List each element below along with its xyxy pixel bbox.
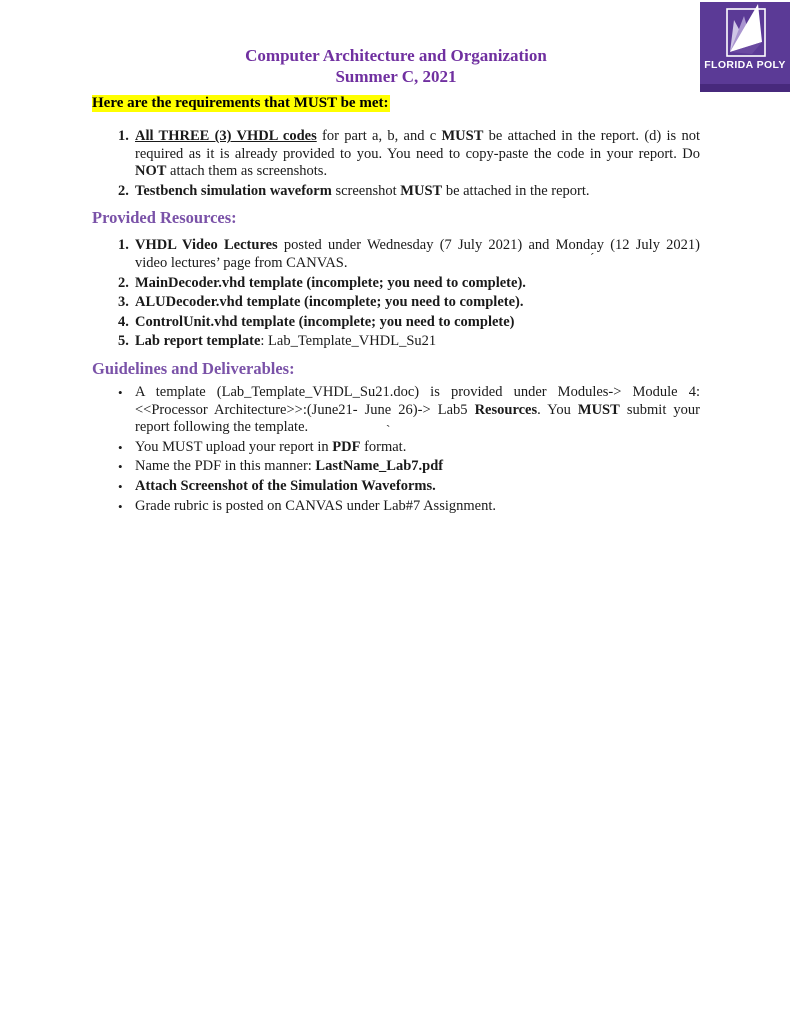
- list-item: [92, 478, 700, 496]
- list-marker: 1.: [118, 128, 129, 144]
- text-run: posted under Wednesday (7 July 2021) and Monday (12 July 2021) video lectures’ page from CANVAS.: [135, 237, 700, 271]
- list-item: [92, 498, 700, 516]
- text-run: : Lab_Template_VHDL_Su21: [260, 333, 437, 350]
- bullet-icon: •: [118, 478, 123, 494]
- list-item: [92, 458, 700, 476]
- guidelines-heading: Guidelines and Deliverables:: [92, 358, 295, 378]
- term-subtitle: Summer C, 2021: [335, 67, 457, 86]
- requirements-intro: [92, 93, 700, 113]
- document-content: [92, 0, 700, 517]
- text-run: NOT: [135, 163, 167, 180]
- text-run: VHDL Video Lectures: [135, 237, 278, 254]
- text-run: A template (Lab_Template_VHDL_Su21.doc) is provided under Modules-> Module 4: <<Processor Architecture>>:(June21- June 26)-> Lab5: [135, 383, 700, 418]
- list-text: [135, 294, 700, 312]
- text-run: PDF: [332, 438, 361, 455]
- text-run: Name the PDF in this manner:: [135, 458, 316, 475]
- text-run: be attached in the report.: [442, 182, 590, 199]
- list-text: [135, 333, 700, 351]
- stray-mark: ´: [590, 250, 595, 265]
- list-item: [92, 333, 700, 351]
- list-text: [135, 128, 700, 181]
- requirements-list: [92, 128, 700, 200]
- list-item: [92, 294, 700, 312]
- flame-emblem-icon: [700, 2, 790, 92]
- list-text: [135, 498, 700, 516]
- highlighted-text: Here are the requirements that MUST be met:: [92, 95, 389, 111]
- text-run: MUST: [577, 401, 620, 418]
- text-run: MainDecoder.vhd template (incomplete; you need to complete).: [135, 274, 526, 291]
- list-marker: 3.: [118, 294, 129, 311]
- text-run: Grade rubric is posted on CANVAS under Lab#7 Assignment.: [135, 497, 496, 514]
- text-run: MUST: [400, 182, 443, 199]
- text-run: format.: [360, 438, 407, 455]
- text-run: Resources: [474, 401, 538, 418]
- list-item: [92, 183, 700, 201]
- text-run: Attach Screenshot of the Simulation Waveforms.: [135, 477, 436, 494]
- text-run: LastName_Lab7.pdf: [315, 458, 444, 475]
- text-run: Lab report template: [135, 333, 261, 350]
- bullet-icon: •: [118, 439, 123, 455]
- provided-resources-list: [92, 237, 700, 351]
- list-text: [135, 478, 700, 496]
- text-run: ControlUnit.vhd template (incomplete; you need to complete): [135, 313, 515, 330]
- course-title: Computer Architecture and Organization: [245, 46, 547, 65]
- stray-mark: `: [386, 422, 391, 437]
- bullet-icon: •: [118, 459, 123, 475]
- list-text: [135, 439, 700, 457]
- text-run: . You: [537, 401, 578, 418]
- text-run: submit your report following the template.: [135, 401, 700, 436]
- list-text: [135, 237, 700, 272]
- list-text: [135, 458, 700, 476]
- list-marker: 1.: [118, 237, 129, 254]
- text-run: MUST: [441, 128, 484, 144]
- text-run: ALUDecoder.vhd template (incomplete; you need to complete).: [135, 294, 524, 311]
- list-text: [135, 275, 700, 293]
- list-marker: 2.: [118, 274, 129, 291]
- list-marker: 5.: [118, 333, 129, 350]
- text-run: attach them as screenshots.: [166, 163, 328, 180]
- list-marker: 4.: [118, 313, 129, 330]
- text-run: screenshot: [331, 182, 401, 199]
- list-text: [135, 183, 700, 201]
- text-run: All THREE (3) VHDL codes: [135, 128, 317, 144]
- text-run: for part a, b, and c: [316, 128, 442, 144]
- page-title: [92, 0, 700, 87]
- bullet-icon: •: [118, 384, 123, 400]
- bullet-icon: •: [118, 498, 123, 514]
- list-item: [92, 237, 700, 272]
- list-item: [92, 439, 700, 457]
- florida-poly-logo: [700, 2, 790, 92]
- list-marker: 2.: [118, 182, 129, 199]
- guidelines-list: [92, 384, 700, 515]
- logo-wordmark: FLORIDA POLY: [704, 59, 786, 71]
- list-item: [92, 128, 700, 181]
- list-text: [135, 314, 700, 332]
- list-item: [92, 275, 700, 293]
- text-run: Testbench simulation waveform: [135, 182, 332, 199]
- list-item: [92, 384, 700, 437]
- text-run: You MUST upload your report in: [135, 438, 333, 455]
- list-text: [135, 384, 700, 437]
- provided-resources-heading: Provided Resources:: [92, 208, 237, 228]
- list-item: [92, 314, 700, 332]
- text-run: be attached in the report. (d) is not required as it is already provided to you. You need to copy-paste the code in your report. Do: [135, 128, 700, 162]
